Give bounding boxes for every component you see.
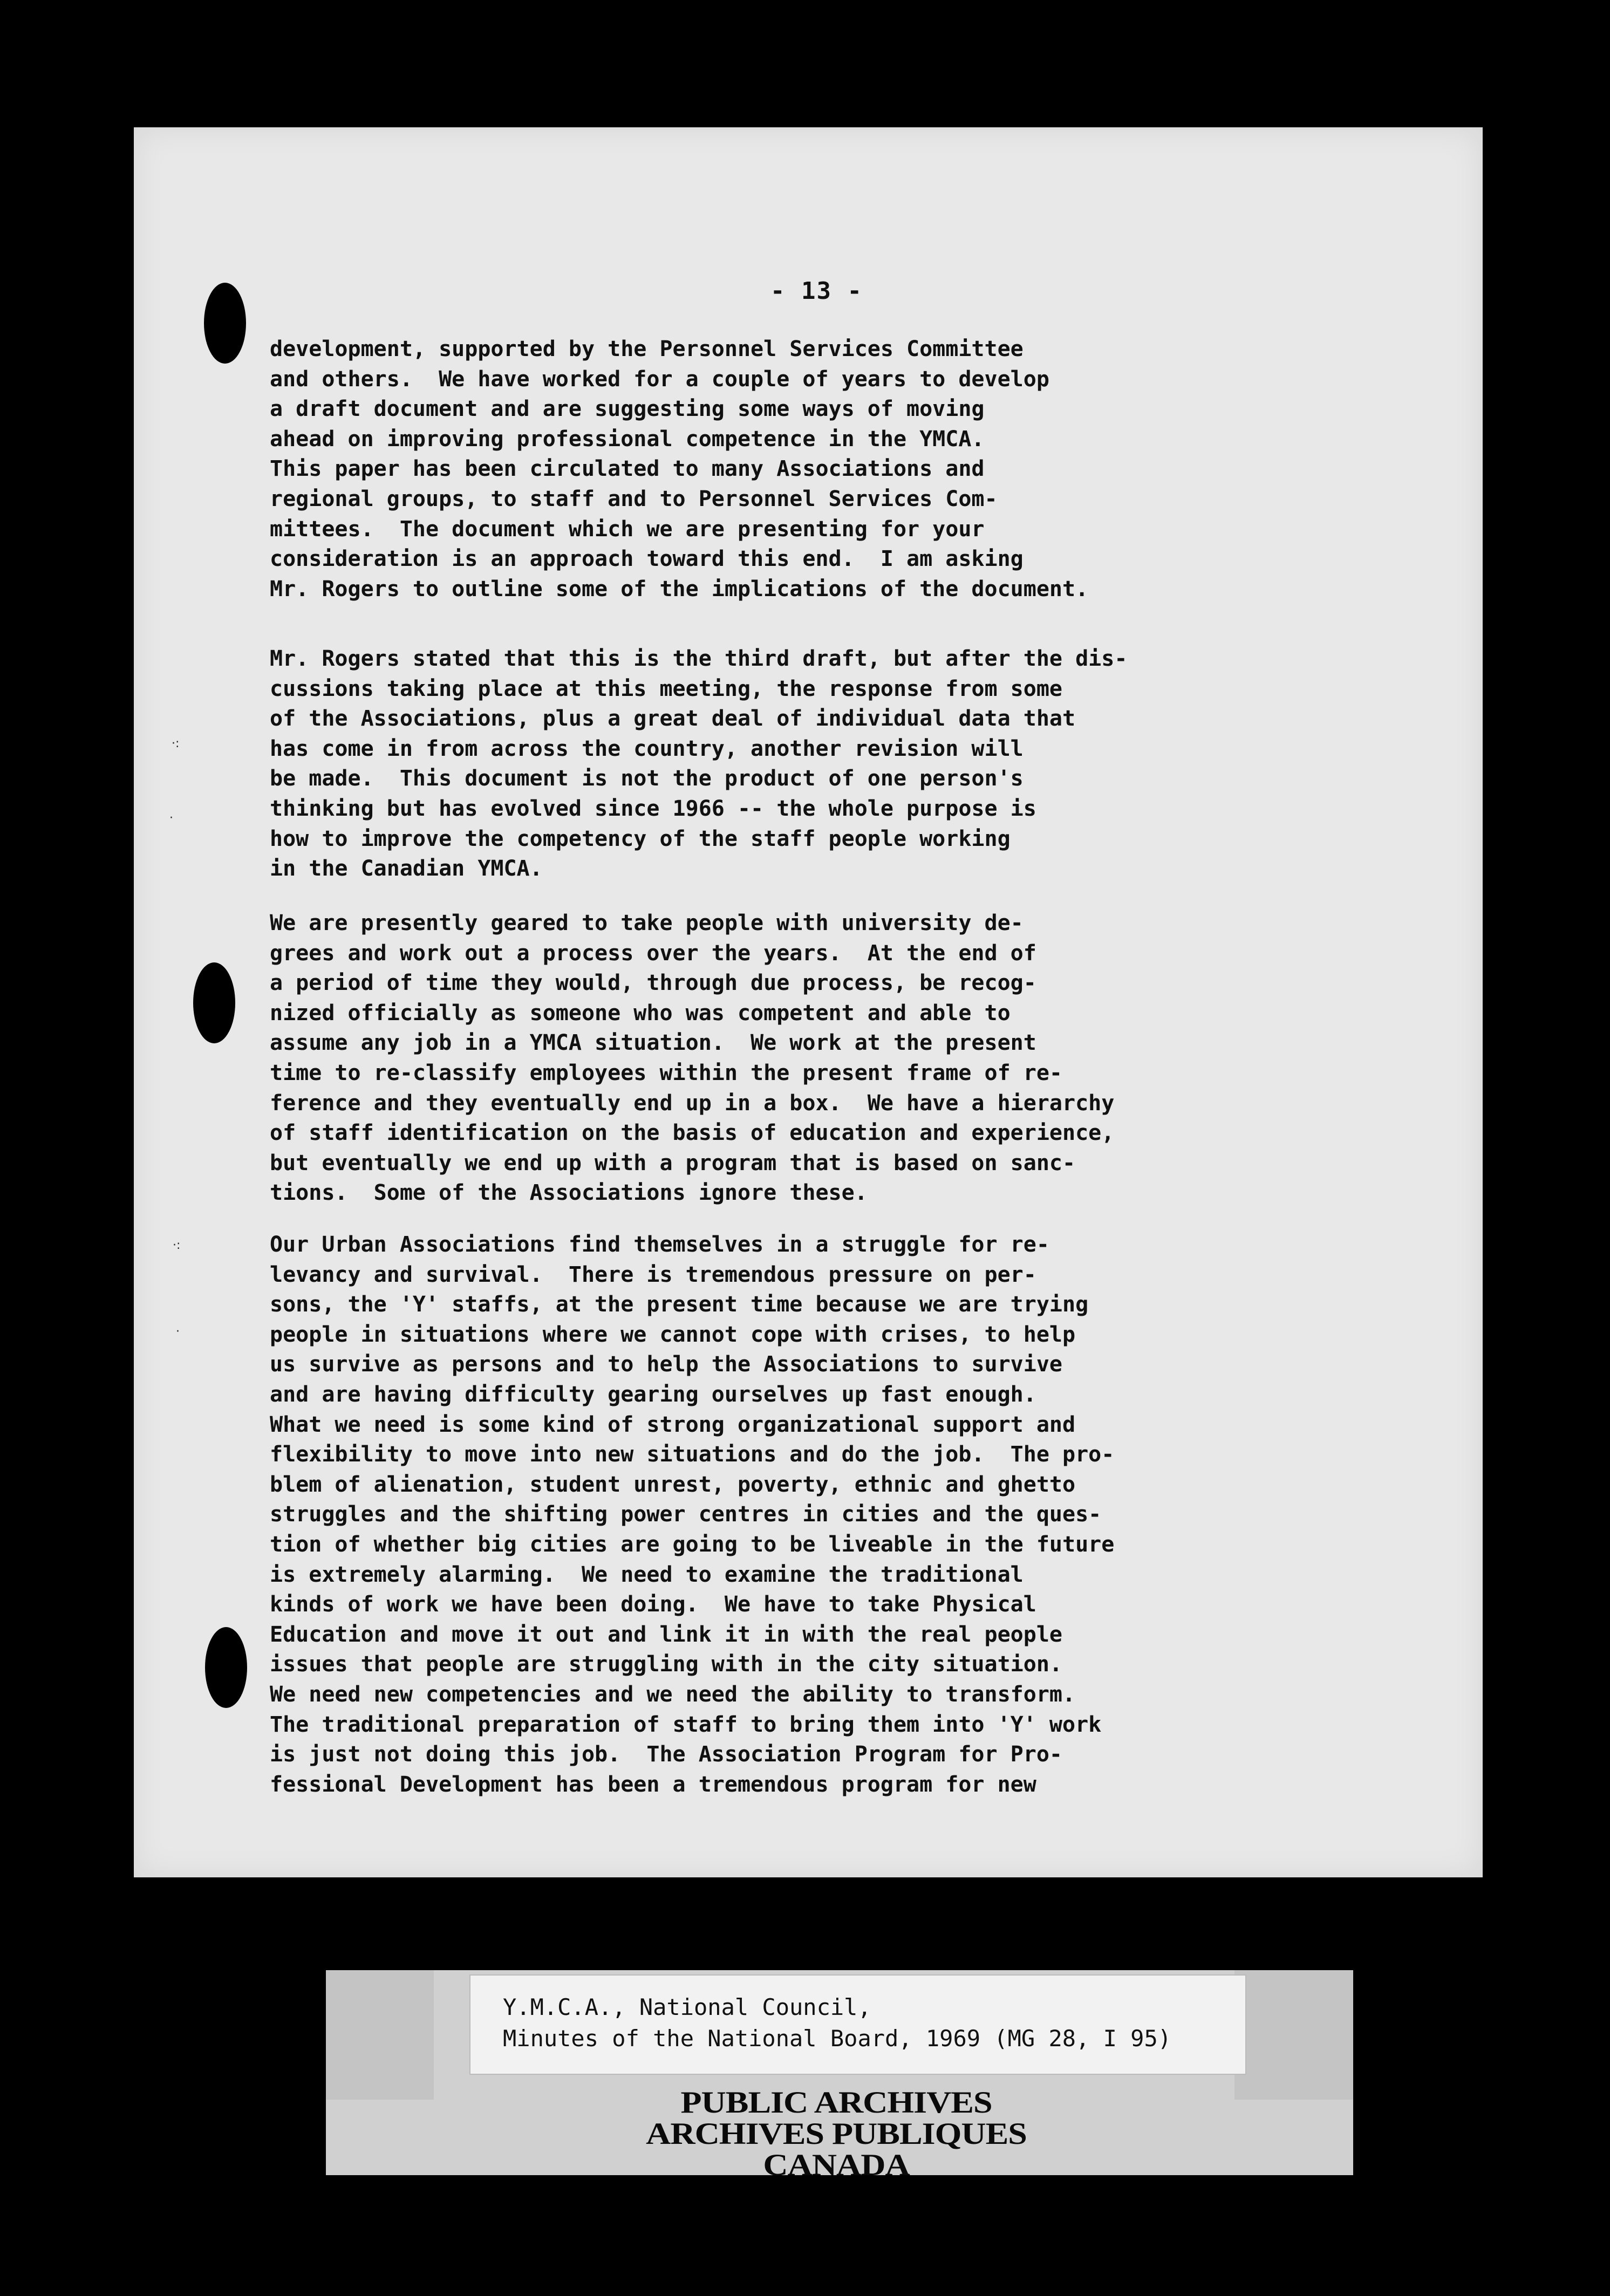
binder-hole (193, 962, 235, 1043)
binder-hole (204, 283, 246, 364)
label-tab (326, 1970, 434, 2100)
archive-reference-card (469, 1974, 1246, 2075)
binder-hole (205, 1627, 247, 1708)
scan-speck: · (176, 1325, 180, 1338)
scan-speck: ·: (172, 737, 180, 750)
paragraph: Our Urban Associations find themselves in a struggle for re- levancy and survival. There is tremendous pressure on per- sons, the 'Y' staffs, at the present time because we are trying people in situations where we cannot cope with crises, to help us survive as persons and to help the Associations to survive and are having difficulty gearing ourselves up fast enough. What we need is some kind of strong organizational support and flexibility to move into new situations and do the job. The pro- blem of alienation, student unrest, poverty, ethnic and ghetto struggles and the shifting power centres in cities and the ques- tion of whether big cities are going to be liveable in the future is extremely alarming. We need to examine the traditional kinds of work we have been doing. We have to take Physical Education and move it out and link it in with the real people issues that people are struggling with in the city situation. We need new competencies and we need the ability to transform. The traditional preparation of staff to bring them into 'Y' work is just not doing this job. The Association Program for Pro- fessional Development has been a tremendous program for new (270, 1232, 1115, 1797)
archives-stamp (615, 2087, 1058, 2181)
paragraph: We are presently geared to take people with university de- grees and work out a process over the years. At the end of a period of time they would, through due process, be recog- nized officially as someone who was competent and able to assume any job in a YMCA situation. We work at the present time to re-classify employees within the present frame of re- ference and they eventually end up in a box. We have a hierarchy of staff identification on the basis of education and experience, but eventually we end up with a program that is based on sanc- tions. Some of the Associations ignore these. (270, 911, 1115, 1206)
paragraph: Mr. Rogers stated that this is the third draft, but after the dis- cussions taking place at this meeting, the response from some of the Associations, plus a great deal of individual data that has come in from across the country, another revision will be made. This document is not the product of one person's thinking but has evolved since 1966 -- the whole purpose is how to improve the competency of the staff people working in the Canadian YMCA. (270, 646, 1128, 882)
label-tab (1234, 1970, 1353, 2100)
stamp-line: CANADA (763, 2147, 910, 2182)
stamp-line: PUBLIC ARCHIVES (680, 2085, 992, 2120)
document-page (134, 127, 1483, 1877)
scan-speck: ·: (173, 1239, 181, 1252)
stamp-line: ARCHIVES PUBLIQUES (646, 2116, 1027, 2151)
scan-speck: · (169, 811, 173, 825)
reference-line: Minutes of the National Board, 1969 (MG 28, I 95) (503, 2025, 1172, 2052)
page-number: - 13 - (770, 277, 863, 305)
paragraph: development, supported by the Personnel Services Committee and others. We have worked for a couple of years to develop a draft document and are suggesting some ways of moving ahead on improving professional competence in the YMCA. This paper has been circulated to many Associations and regional groups, to staff and to Personnel Services Com- mittees. The document which we are presenting for your consideration is an approach toward this end. I am asking Mr. Rogers to outline some of the implications of the document. (270, 337, 1089, 602)
reference-line: Y.M.C.A., National Council, (503, 1994, 871, 2020)
